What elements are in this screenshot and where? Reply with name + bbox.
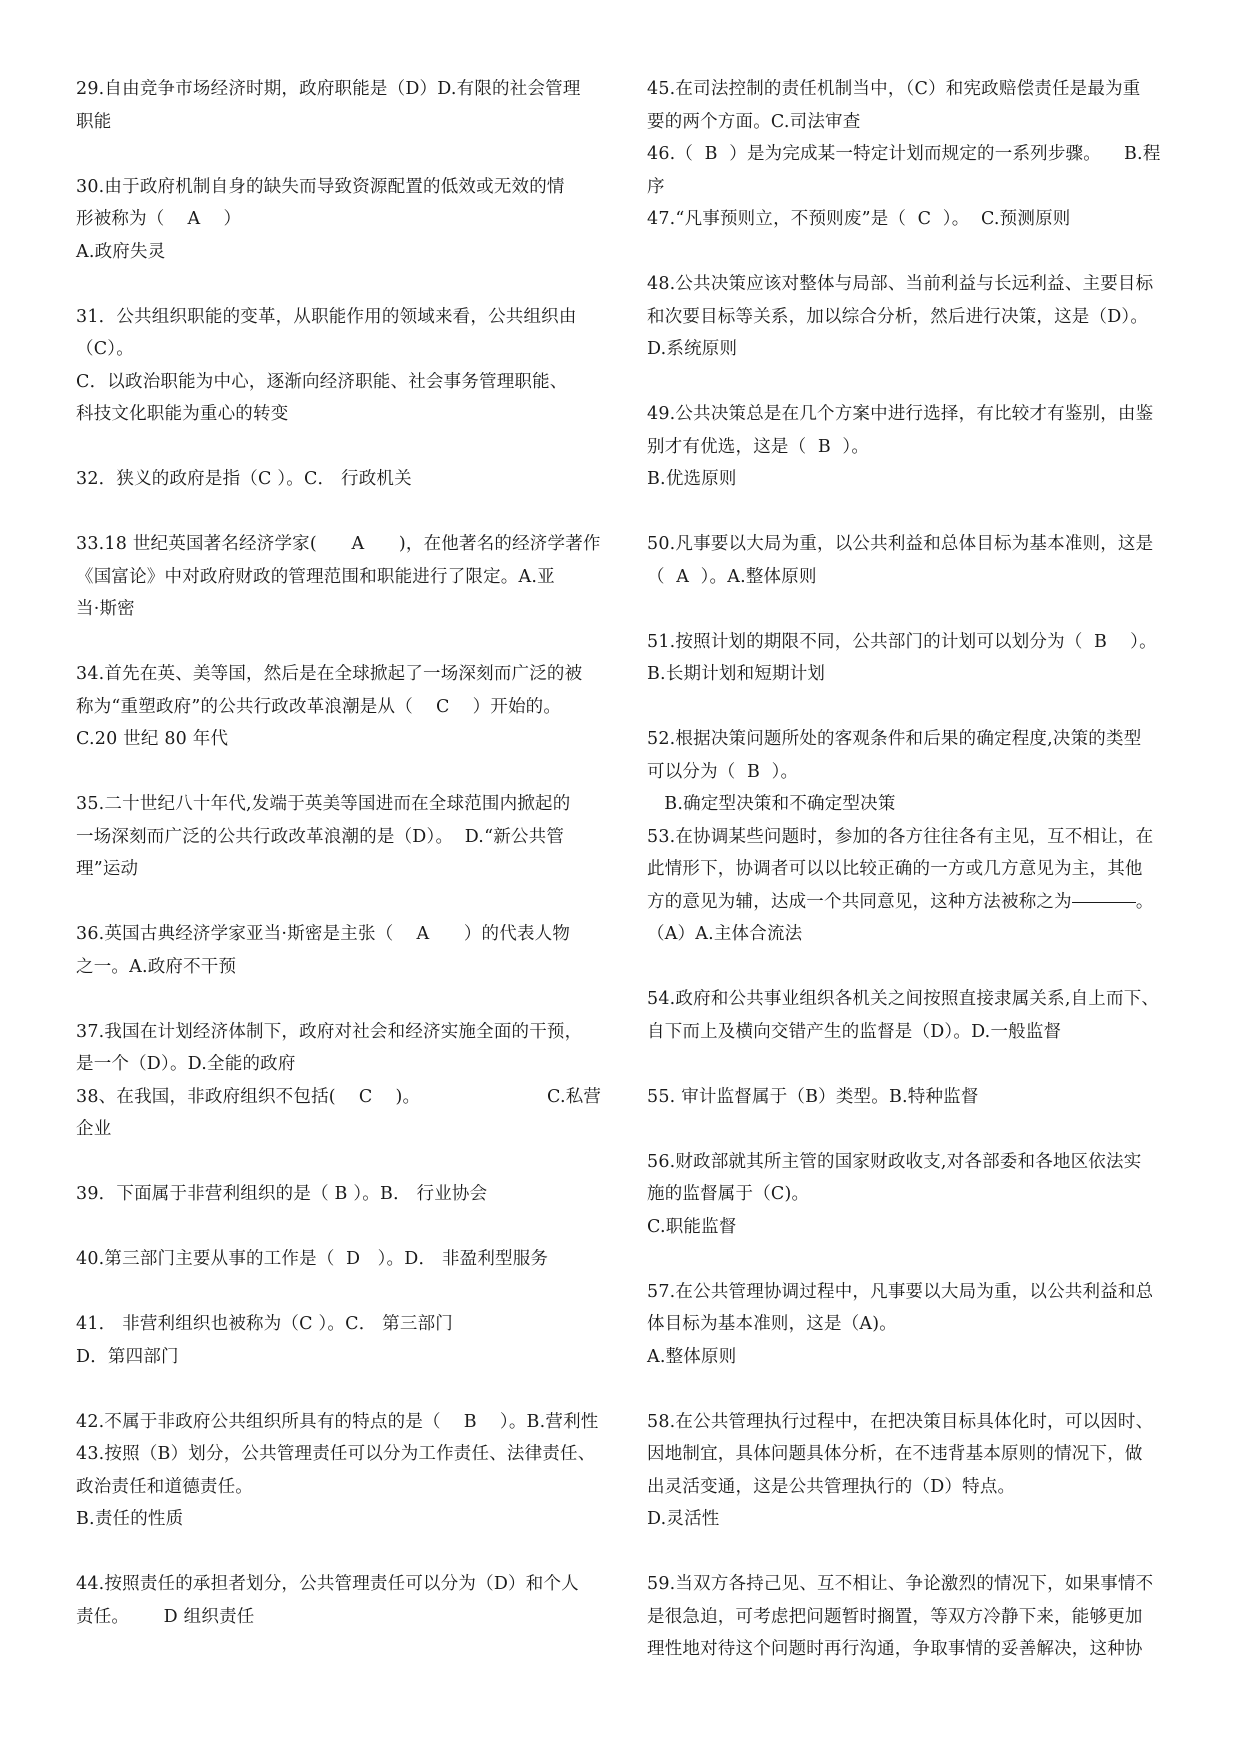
paragraph-gap [647, 366, 1179, 399]
paragraph-gap [76, 626, 606, 659]
paragraph-gap [647, 1113, 1179, 1146]
question-paragraph: 35.二十世纪八十年代,发端于英美等国进而在全球范围内掀起的 一场深刻而广泛的公共行政改革浪潮的是（D）。 D.“新公共管 理”运动 [76, 794, 571, 879]
question-paragraph: 56.财政部就其所主管的国家财政收支,对各部委和各地区依法实 施的监督属于（C)。 C.职能监督 [647, 1151, 1142, 1237]
question-paragraph: 49.公共决策总是在几个方案中进行选择，有比较才有鉴别，由鉴 别才有优选，这是（ B ）。 B.优选原则 [647, 404, 1154, 489]
question-paragraph: 31．公共组织职能的变革，从职能作用的领域来看，公共组织由 （C）。 C．以政治职能为中心，逐渐向经济职能、社会事务管理职能、 科技文化职能为重心的转变 [76, 306, 577, 424]
paragraph-gap [76, 268, 606, 301]
paragraph-gap [76, 756, 606, 789]
paragraph-gap [647, 1536, 1179, 1569]
question-paragraph: 34.首先在英、美等国，然后是在全球掀起了一场深刻而广泛的被 称为“重塑政府”的公共行政改革浪潮是从（ C ）开始的。 C.20 世纪 80 年代 [76, 664, 583, 749]
paragraph-gap [76, 1211, 606, 1244]
question-paragraph: 44.按照责任的承担者划分，公共管理责任可以分为（D）和个人 责任。 D 组织责任 [76, 1574, 579, 1627]
question-paragraph: 33.18 世纪英国著名经济学家( A )，在他著名的经济学著作 《国富论》中对政府财政的管理范围和职能进行了限定。A.亚 当·斯密 [76, 534, 601, 619]
paragraph-gap [76, 1536, 606, 1569]
paragraph-gap [647, 1373, 1179, 1406]
question-paragraph: 39．下面属于非营利组织的是（ B ）。B． 行业协会 [76, 1184, 488, 1204]
paragraph-gap [647, 236, 1179, 269]
question-paragraph: 41． 非营利组织也被称为（C ）。C． 第三部门 D．第四部门 [76, 1314, 453, 1367]
question-paragraph: 57.在公共管理协调过程中，凡事要以大局为重，以公共利益和总 体目标为基本准则，这是（A)。 A.整体原则 [647, 1281, 1154, 1367]
answer-line: （A）A.主体合流法 [647, 924, 803, 944]
left-column [76, 73, 606, 1633]
question-paragraph: 36.英国古典经济学家亚当·斯密是主张（ A ）的代表人物 之一。A.政府不干预 [76, 924, 571, 977]
question-paragraph: 54.政府和公共事业组织各机关之间按照直接隶属关系,自上而下、 自下而上及横向交错产生的监督是（D）。D.一般监督 [647, 989, 1160, 1042]
question-paragraph: 45.在司法控制的责任机制当中，（C）和宪政赔偿责任是最为重 要的两个方面。C.司法审查 46.（ B ）是为完成某一特定计划而规定的一系列步骤。 B.程 序 47.“凡事预则立，不预则废”是（ C ）。 C.预测原则 [647, 79, 1161, 229]
question-paragraph: 58.在公共管理执行过程中，在把决策目标具体化时，可以因时、 因地制宜，具体问题具体分析，在不违背基本原则的情况下，做 出灵活变通，这是公共管理执行的（D）特点。 D.灵活性 [647, 1411, 1154, 1529]
fill-in-blank [1072, 901, 1136, 903]
paragraph-gap [76, 983, 606, 1016]
question-paragraph: 30.由于政府机制自身的缺失而导致资源配置的低效或无效的情 形被称为（ A ） A.政府失灵 [76, 176, 565, 262]
question-paragraph: 59.当双方各持己见、互不相让、争论激烈的情况下，如果事情不 是很急迫，可考虑把问题暂时搁置，等双方冷静下来，能够更加 理性地对待这个问题时再行沟通，争取事情的妥善解决，这种协 [647, 1574, 1154, 1659]
paragraph-gap [647, 691, 1179, 724]
paragraph-gap [76, 886, 606, 919]
question-paragraph: 52.根据决策问题所处的客观条件和后果的确定程度,决策的类型 可以分为（ B ）。 B.确定型决策和不确定型决策 53.在协调某些问题时，参加的各方往往各有主见，互不相让，在 此情形下，协调者可以以比较正确的一方或几方意见为主，其他 方的意见为辅，达成一个共同意见，这种方法被称之为 。 [647, 729, 1154, 912]
paragraph-gap [76, 138, 606, 171]
question-paragraph: 42.不属于非政府公共组织所具有的特点的是（ B ）。B.营利性 43.按照（B）划分，公共管理责任可以分为工作责任、法律责任、 政治责任和道德责任。 B.责任的性质 [76, 1411, 599, 1529]
paragraph-gap [647, 593, 1179, 626]
paragraph-gap [647, 951, 1179, 984]
paragraph-gap [76, 1146, 606, 1179]
paragraph-gap [647, 1048, 1179, 1081]
paragraph-gap [76, 1276, 606, 1309]
question-paragraph: 55. 审计监督属于（B）类型。B.特种监督 [647, 1086, 979, 1107]
blank-period: 。 [1135, 891, 1154, 912]
paragraph-gap [76, 1373, 606, 1406]
question-paragraph: 40.第三部门主要从事的工作是（ D ）。D． 非盈利型服务 [76, 1249, 549, 1269]
paragraph-gap [647, 1243, 1179, 1276]
paragraph-gap [76, 431, 606, 464]
question-paragraph: 50.凡事要以大局为重，以公共利益和总体目标为基本准则，这是 （ A ）。A.整体原则 [647, 534, 1154, 587]
question-paragraph: 51.按照计划的期限不同，公共部门的计划可以划分为（ B ）。 B.长期计划和短期计划 [647, 631, 1157, 684]
question-paragraph: 32．狭义的政府是指（C ）。C． 行政机关 [76, 469, 412, 489]
right-column [647, 73, 1179, 1666]
paragraph-gap [647, 496, 1179, 529]
paragraph-gap [76, 496, 606, 529]
question-paragraph: 37.我国在计划经济体制下，政府对社会和经济实施全面的干预， 是一个（D）。D.全能的政府 38、在我国，非政府组织不包括( C )。 C.私营 企业 [76, 1021, 602, 1139]
question-paragraph: 48.公共决策应该对整体与局部、当前利益与长远利益、主要目标 和次要目标等关系，加以综合分析，然后进行决策，这是（D）。 D.系统原则 [647, 274, 1154, 359]
question-paragraph: 29.自由竞争市场经济时期，政府职能是（D）D.有限的社会管理 职能 [76, 79, 581, 132]
